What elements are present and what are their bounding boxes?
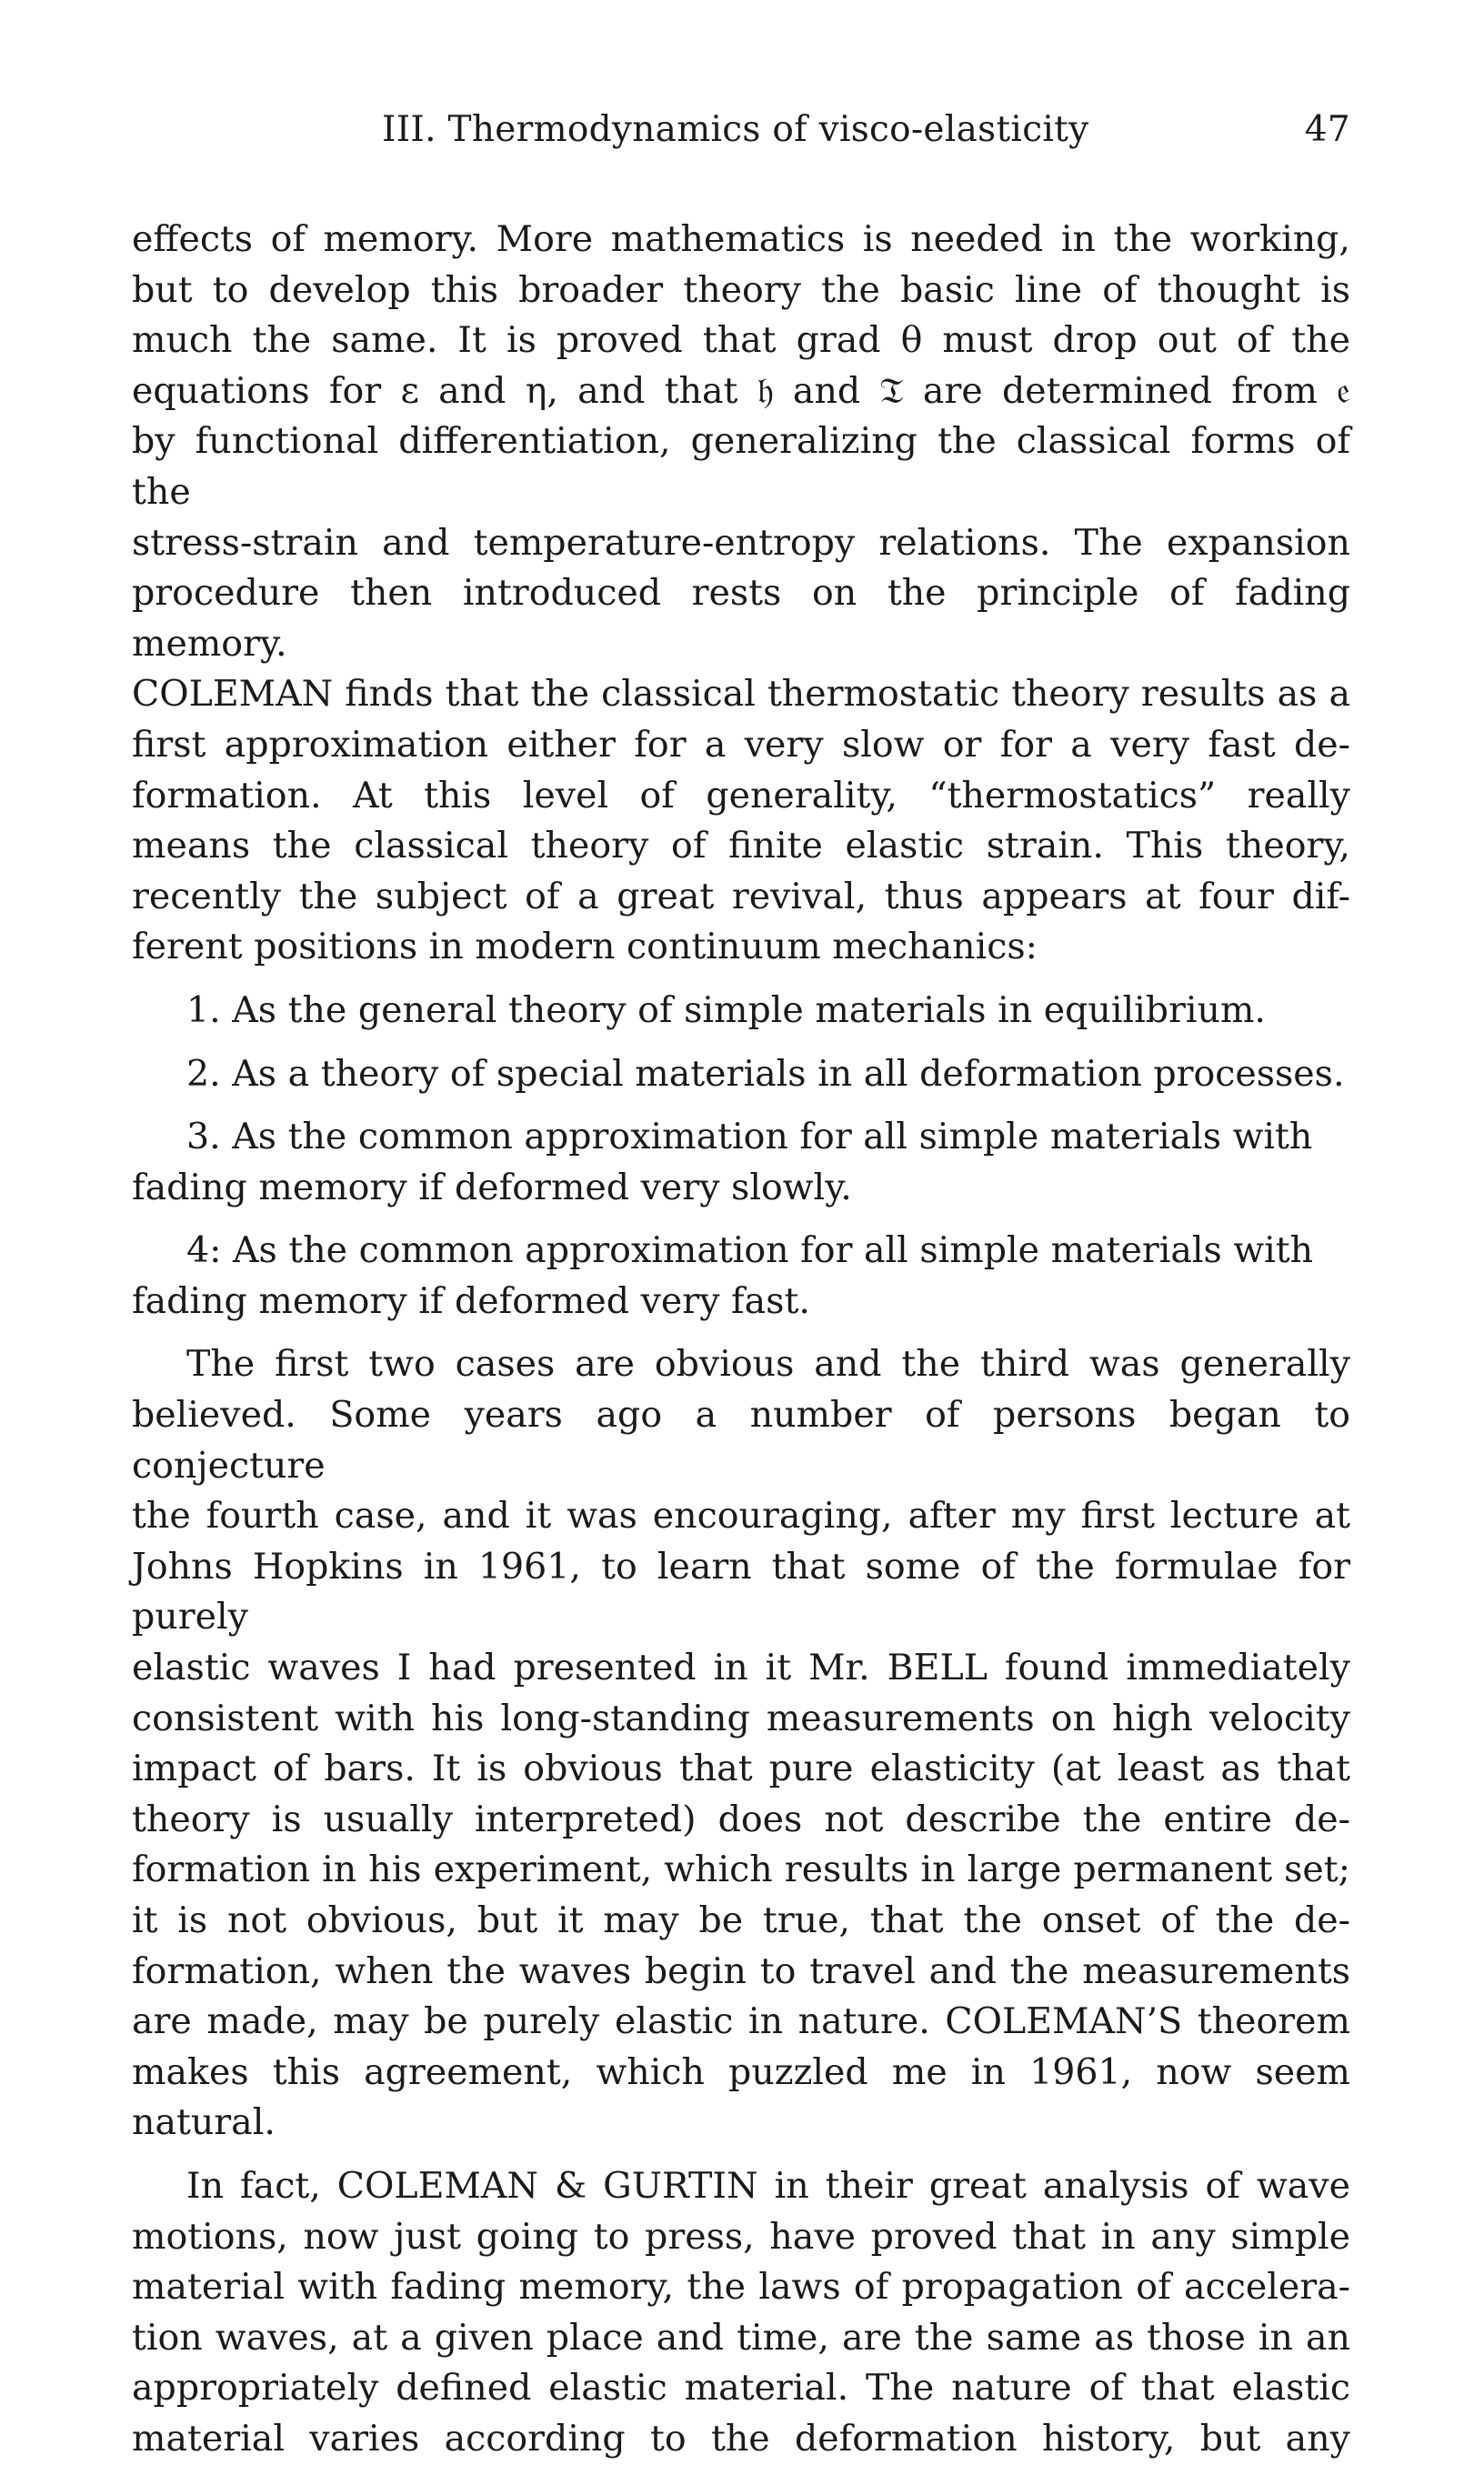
paragraph-line: impact of bars. It is obvious that pure elasticity (at least as that <box>132 1748 1350 1790</box>
paragraph-line: formation in his experiment, which results in large permanent set; <box>132 1849 1350 1891</box>
paragraph-line: consistent with his long-standing measurements on high velocity <box>132 1697 1350 1739</box>
paragraph-line: the fourth case, and it was encouraging, after my first lecture at <box>132 1495 1350 1538</box>
paragraph-line: formation. At this level of generality, “thermostatics” really <box>132 774 1350 817</box>
paragraph-line: material with fading memory, the laws of propagation of accelera- <box>132 2266 1350 2309</box>
paragraph-line: it is not obvious, but it may be true, that the onset of the de- <box>132 1899 1350 1941</box>
paragraph-line: formation, when the waves begin to travel and the measurements <box>132 1949 1350 1992</box>
paragraph-line: effects of memory. More mathematics is needed in the working, <box>132 218 1350 260</box>
running-head <box>132 109 1350 164</box>
paragraph-line: elastic waves I had presented in it Mr. BELL found immediately <box>132 1647 1350 1689</box>
book-page <box>132 109 1350 2465</box>
paragraph-line: are made, may be purely elastic in nature. COLEMAN’S theorem <box>132 2000 1350 2043</box>
list-item: 4: As the common approximation for all simple materials with <box>186 1229 1314 1272</box>
paragraph-line: much the same. It is proved that grad θ must drop out of the <box>132 319 1350 362</box>
paragraph-line: In fact, COLEMAN & GURTIN in their great analysis of wave <box>186 2164 1350 2207</box>
paragraph-line: procedure then introduced rests on the principle of fading memory. <box>132 572 1350 665</box>
paragraph-line: Johns Hopkins in 1961, to learn that some of the formulae for purely <box>132 1545 1350 1638</box>
paragraph-line: by functional differentiation, generalizing the classical forms of the <box>132 420 1350 513</box>
paragraph-line: but to develop this broader theory the basic line of thought is <box>132 268 1350 311</box>
paragraph-line: ferent positions in modern continuum mechanics: <box>132 926 1038 968</box>
paragraph-line: first approximation either for a very slow or for a very fast de- <box>132 723 1350 766</box>
list-item: 2. As a theory of special materials in all deformation processes. <box>186 1052 1345 1095</box>
page-number: 47 <box>1304 109 1350 150</box>
paragraph-line: equations for ε and η, and that 𝔥 and 𝔗 are determined from 𝔢 <box>132 369 1350 412</box>
paragraph-line: tion waves, at a given place and time, are the same as those in an <box>132 2316 1350 2359</box>
paragraph-line: motions, now just going to press, have proved that in any simple <box>132 2215 1350 2258</box>
paragraph-line: recently the subject of a great revival, thus appears at four dif- <box>132 875 1350 917</box>
paragraph-line: stress-strain and temperature-entropy relations. The expansion <box>132 521 1350 564</box>
paragraph-line: means the classical theory of finite elastic strain. This theory, <box>132 825 1350 867</box>
list-item: 1. As the general theory of simple materials in equilibrium. <box>186 988 1266 1031</box>
paragraph-line: The first two cases are obvious and the third was generally <box>186 1343 1350 1386</box>
paragraph-line: material varies according to the deformation history, but any <box>132 2417 1350 2460</box>
paragraph-line: theory is usually interpreted) does not describe the entire de- <box>132 1798 1350 1840</box>
paragraph-line: makes this agreement, which puzzled me in 1961, now seem natural. <box>132 2050 1350 2144</box>
list-item-continuation: fading memory if deformed very fast. <box>132 1279 810 1322</box>
chapter-title: III. Thermodynamics of visco-elasticity <box>382 109 1089 150</box>
paragraph-line: believed. Some years ago a number of persons began to conjecture <box>132 1394 1350 1487</box>
paragraph-line: COLEMAN finds that the classical thermostatic theory results as a <box>132 673 1350 716</box>
paragraph-line: appropriately defined elastic material. The nature of that elastic <box>132 2367 1350 2410</box>
list-item-continuation: fading memory if deformed very slowly. <box>132 1166 852 1208</box>
body-text <box>132 215 1350 2465</box>
list-item: 3. As the common approximation for all simple materials with <box>186 1116 1313 1158</box>
